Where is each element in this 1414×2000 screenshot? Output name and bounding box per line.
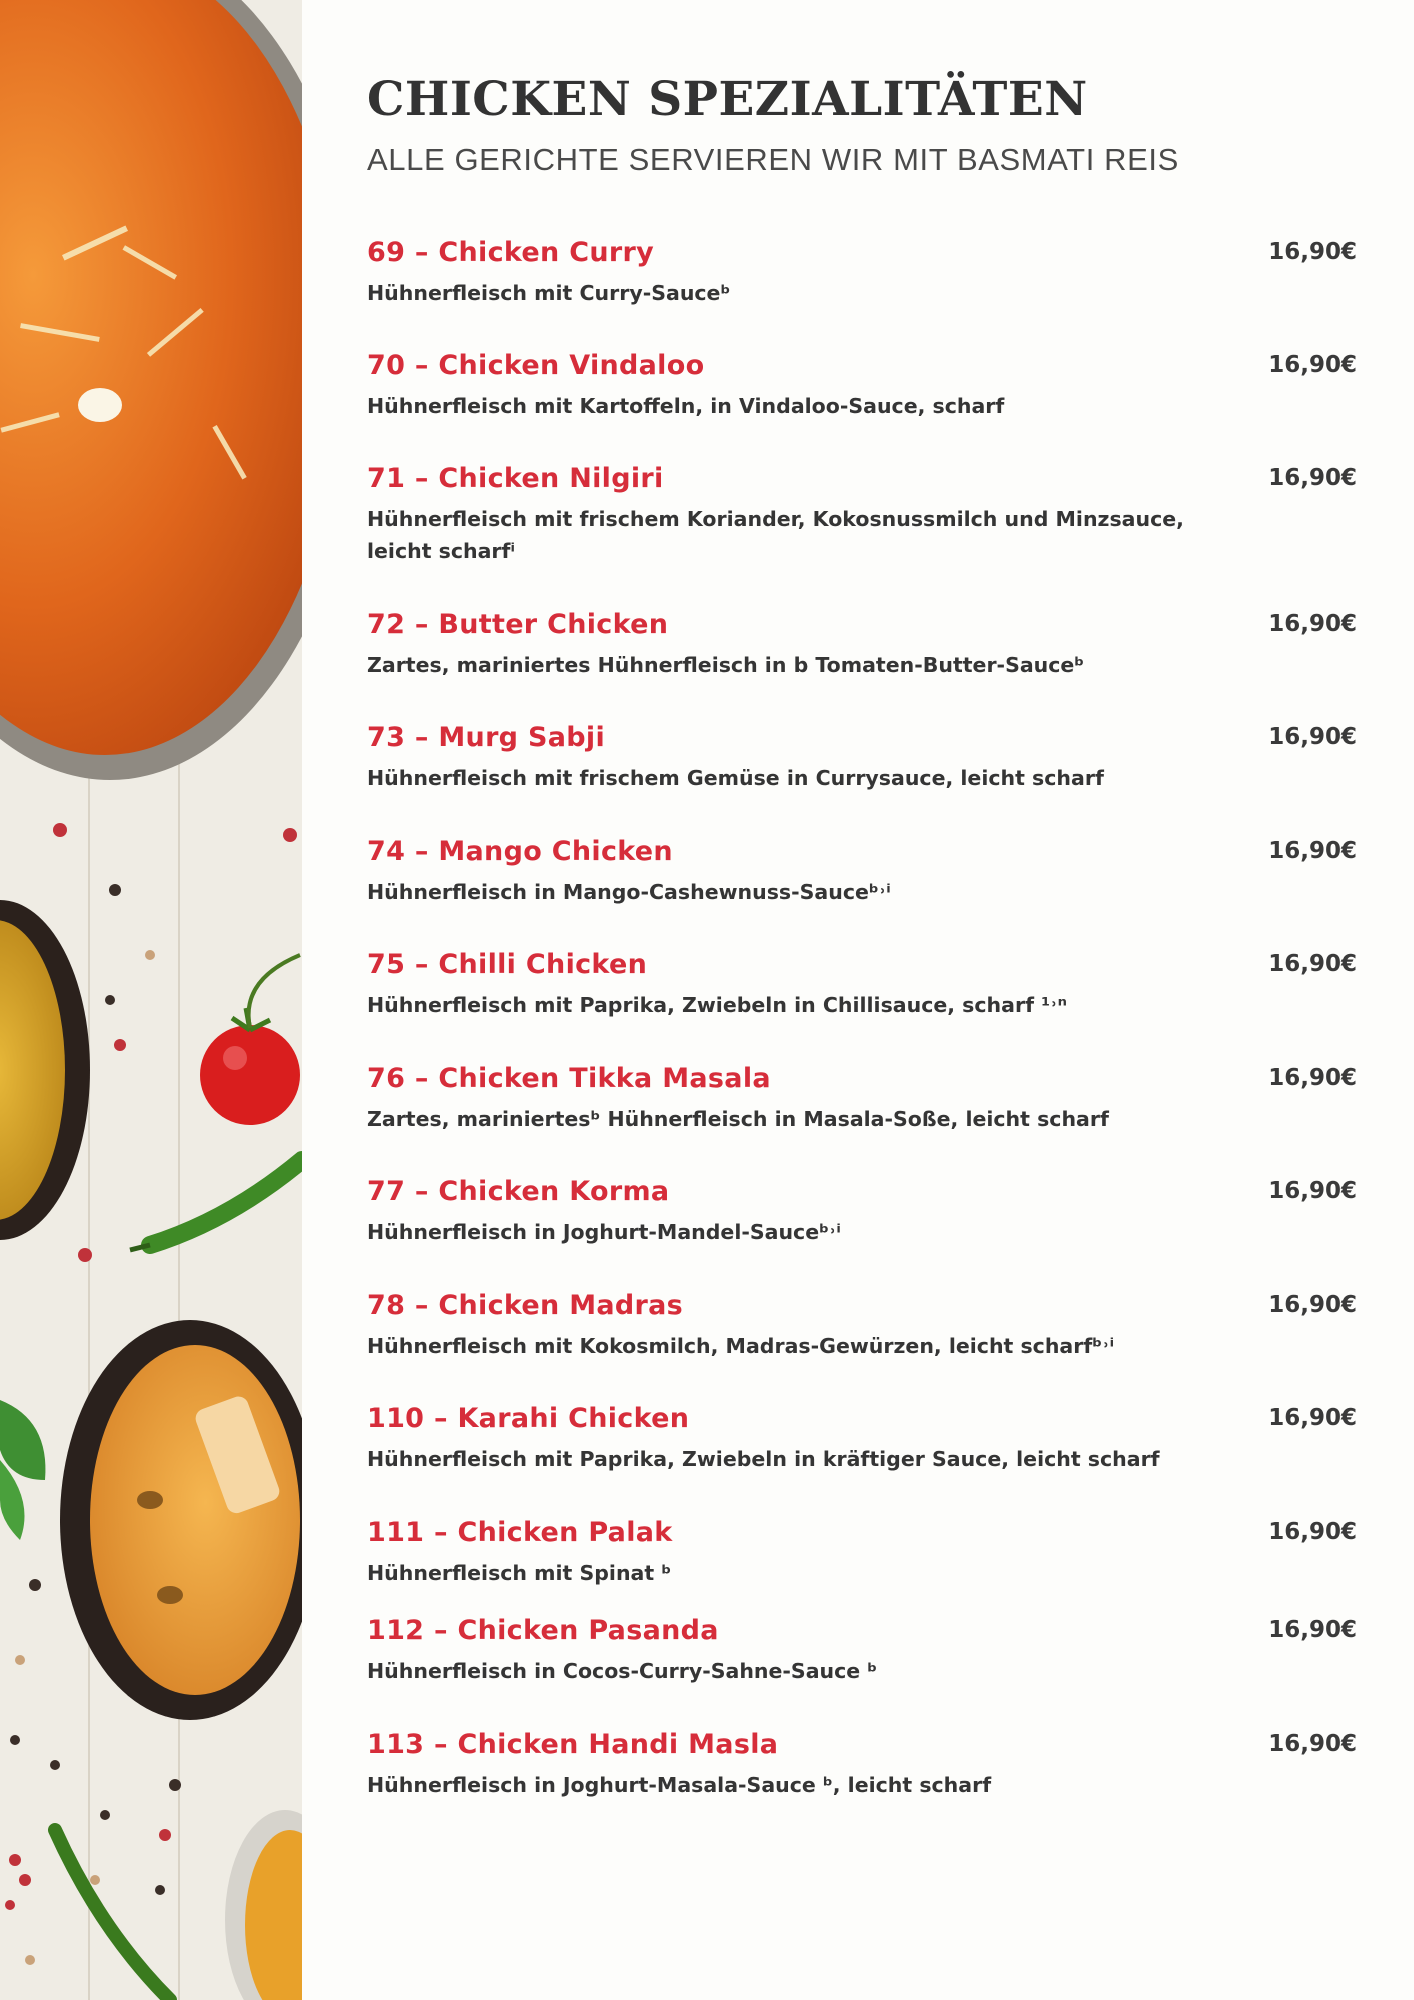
menu-item-name: 110 – Karahi Chicken <box>367 1403 690 1434</box>
menu-item-description: Hühnerfleisch in Joghurt-Masala-Sauce ᵇ, leicht scharf <box>367 1773 992 1797</box>
menu-item-name: 78 – Chicken Madras <box>367 1290 684 1321</box>
menu-item-name: 69 – Chicken Curry <box>367 237 655 268</box>
menu-item-name: 77 – Chicken Korma <box>367 1176 670 1207</box>
menu-item-description: Hühnerfleisch mit Curry-Sauceᵇ <box>367 281 731 305</box>
menu-item-description: Hühnerfleisch mit Spinat ᵇ <box>367 1561 672 1585</box>
menu-item-price: 16,90€ <box>1268 1405 1357 1431</box>
menu-item-name: 76 – Chicken Tikka Masala <box>367 1063 771 1094</box>
food-photo-illustration <box>0 0 302 2000</box>
menu-item-description: Hühnerfleisch in Joghurt-Mandel-Sauceᵇ˒ⁱ <box>367 1220 841 1244</box>
menu-item-price: 16,90€ <box>1268 951 1357 977</box>
food-photo-strip <box>0 0 302 2000</box>
menu-item-price: 16,90€ <box>1268 1065 1357 1091</box>
menu-item-name: 75 – Chilli Chicken <box>367 949 648 980</box>
menu-item-description: Hühnerfleisch mit Paprika, Zwiebeln in kräftiger Sauce, leicht scharf <box>367 1447 1160 1471</box>
menu-item-name: 112 – Chicken Pasanda <box>367 1615 719 1646</box>
menu-item-description: Hühnerfleisch mit frischem Koriander, Kokosnussmilch und Minzsauce, leicht scharfⁱ <box>367 507 1184 563</box>
menu-item-price: 16,90€ <box>1268 1292 1357 1318</box>
menu-item-name: 74 – Mango Chicken <box>367 836 673 867</box>
menu-item-name: 71 – Chicken Nilgiri <box>367 463 664 494</box>
menu-item-price: 16,90€ <box>1268 1178 1357 1204</box>
menu-item-description: Zartes, mariniertes Hühnerfleisch in b Tomaten-Butter-Sauceᵇ <box>367 653 1085 677</box>
page-title: CHICKEN SPEZIALITÄTEN <box>367 72 1088 127</box>
menu-item-description: Hühnerfleisch mit Kartoffeln, in Vindaloo-Sauce, scharf <box>367 394 1005 418</box>
menu-item-price: 16,90€ <box>1268 1731 1357 1757</box>
menu-item-description: Hühnerfleisch in Mango-Cashewnuss-Sauceᵇ˒ⁱ <box>367 880 891 904</box>
menu-item-description: Hühnerfleisch mit Kokosmilch, Madras-Gewürzen, leicht scharfᵇ˒ⁱ <box>367 1334 1115 1358</box>
menu-item-price: 16,90€ <box>1268 1519 1357 1545</box>
menu-item-name: 73 – Murg Sabji <box>367 722 606 753</box>
menu-item-price: 16,90€ <box>1268 352 1357 378</box>
menu-item-price: 16,90€ <box>1268 838 1357 864</box>
menu-content <box>367 0 1414 2000</box>
page-subtitle: ALLE GERICHTE SERVIEREN WIR MIT BASMATI REIS <box>367 142 1179 177</box>
menu-item-name: 70 – Chicken Vindaloo <box>367 350 705 381</box>
menu-item-name: 113 – Chicken Handi Masla <box>367 1729 779 1760</box>
menu-item-description: Zartes, mariniertesᵇ Hühnerfleisch in Masala-Soße, leicht scharf <box>367 1107 1109 1131</box>
menu-item-name: 72 – Butter Chicken <box>367 609 669 640</box>
menu-item-price: 16,90€ <box>1268 611 1357 637</box>
menu-item-price: 16,90€ <box>1268 465 1357 491</box>
menu-item-description: Hühnerfleisch mit frischem Gemüse in Currysauce, leicht scharf <box>367 766 1104 790</box>
menu-item-price: 16,90€ <box>1268 724 1357 750</box>
menu-item-price: 16,90€ <box>1268 1617 1357 1643</box>
menu-item-name: 111 – Chicken Palak <box>367 1517 673 1548</box>
menu-item-price: 16,90€ <box>1268 239 1357 265</box>
menu-item-description: Hühnerfleisch mit Paprika, Zwiebeln in Chillisauce, scharf ¹˒ⁿ <box>367 993 1067 1017</box>
menu-item-description: Hühnerfleisch in Cocos-Curry-Sahne-Sauce ᵇ <box>367 1659 878 1683</box>
